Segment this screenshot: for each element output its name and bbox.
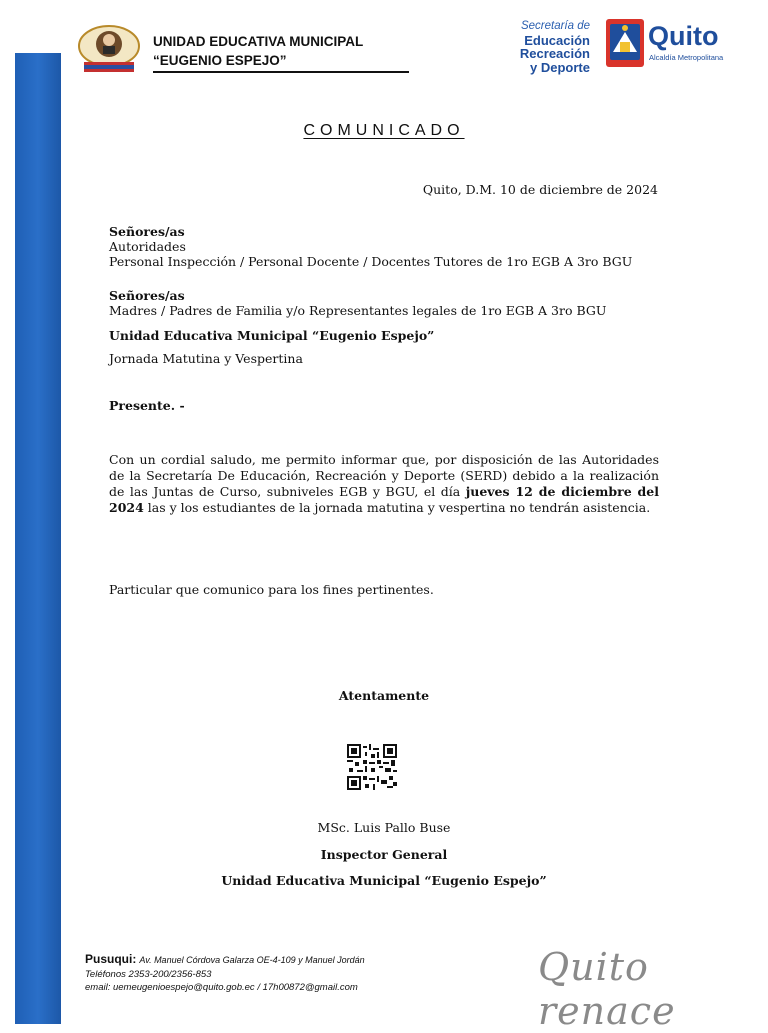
body-text-part1: Con un cordial saludo, me permito informar que, por disposición de las Autoridades de la Secretaría De Educación, Recreación y Deporte (SERD) debido a la realización de las Juntas de Curso, subniveles EGB y BGU, el día [109,452,659,499]
footer-phones: Teléfonos 2353-200/2356-853 [85,969,212,980]
signature-role: Inspector General [320,847,448,862]
school-name [153,32,409,73]
recipient-line-staff: Personal Inspección / Personal Docente / Docentes Tutores de 1ro EGB A 3ro BGU [109,254,633,269]
footer-address: Av. Manuel Córdova Galarza OE-4-109 y Manuel Jordán [139,955,365,965]
recipient-jornada: Jornada Matutina y Vespertina [109,351,303,366]
school-name-line1: UNIDAD EDUCATIVA MUNICIPAL [153,34,364,49]
recipients-group-2 [109,288,659,318]
qr-code-icon [347,744,397,790]
secretaria-line3: Recreación [519,46,590,61]
recipients-group-1 [109,224,659,269]
closing-line: Particular que comunico para los fines pertinentes. [109,582,434,597]
secretaria-line4: y Deporte [530,59,590,75]
recipient-institution: Unidad Educativa Municipal “Eugenio Espejo” [109,328,435,343]
footer-label: Pusuqui: [85,952,137,966]
salutation-1: Señores/as [109,224,185,239]
body-text-part2: las y los estudiantes de la jornada matutina y vespertina no tendrán asistencia. [143,500,651,515]
document-title [0,122,768,140]
signature-institution: Unidad Educativa Municipal “Eugenio Espejo” [221,873,547,888]
salutation-2: Señores/as [109,288,185,303]
secretaria-logo [512,20,590,74]
secretaria-line1: Secretaría de [520,20,590,32]
signature-name: MSc. Luis Pallo Buse [317,820,451,835]
quito-coat-of-arms-icon [605,18,645,68]
alcaldia-text: Alcaldía Metropolitana [649,53,724,62]
quito-renace-slogan: Quito renace [538,945,676,1033]
footer-email: email: uemeugenioespejo@quito.gob.ec / 17h00872@gmail.com [85,982,358,993]
recipient-line-parents: Madres / Padres de Familia y/o Representantes legales de 1ro EGB A 3ro BGU [109,303,607,318]
document-date: Quito, D.M. 10 de diciembre de 2024 [422,182,658,197]
quito-logo-text: Quito [648,21,719,51]
school-logo [76,22,142,76]
recipient-line-authorities: Autoridades [109,239,186,254]
secretaria-line2: Educación [524,32,590,48]
atentamente: Atentamente [338,688,430,703]
presente-line: Presente. - [109,398,185,413]
body-paragraph [109,452,659,516]
body-text-date-bold: jueves 12 de diciembre del 2024 [109,484,659,515]
footer-contact [85,952,505,994]
school-name-line2: “EUGENIO ESPEJO” [153,51,409,73]
document-title-text: COMUNICADO [303,122,465,139]
